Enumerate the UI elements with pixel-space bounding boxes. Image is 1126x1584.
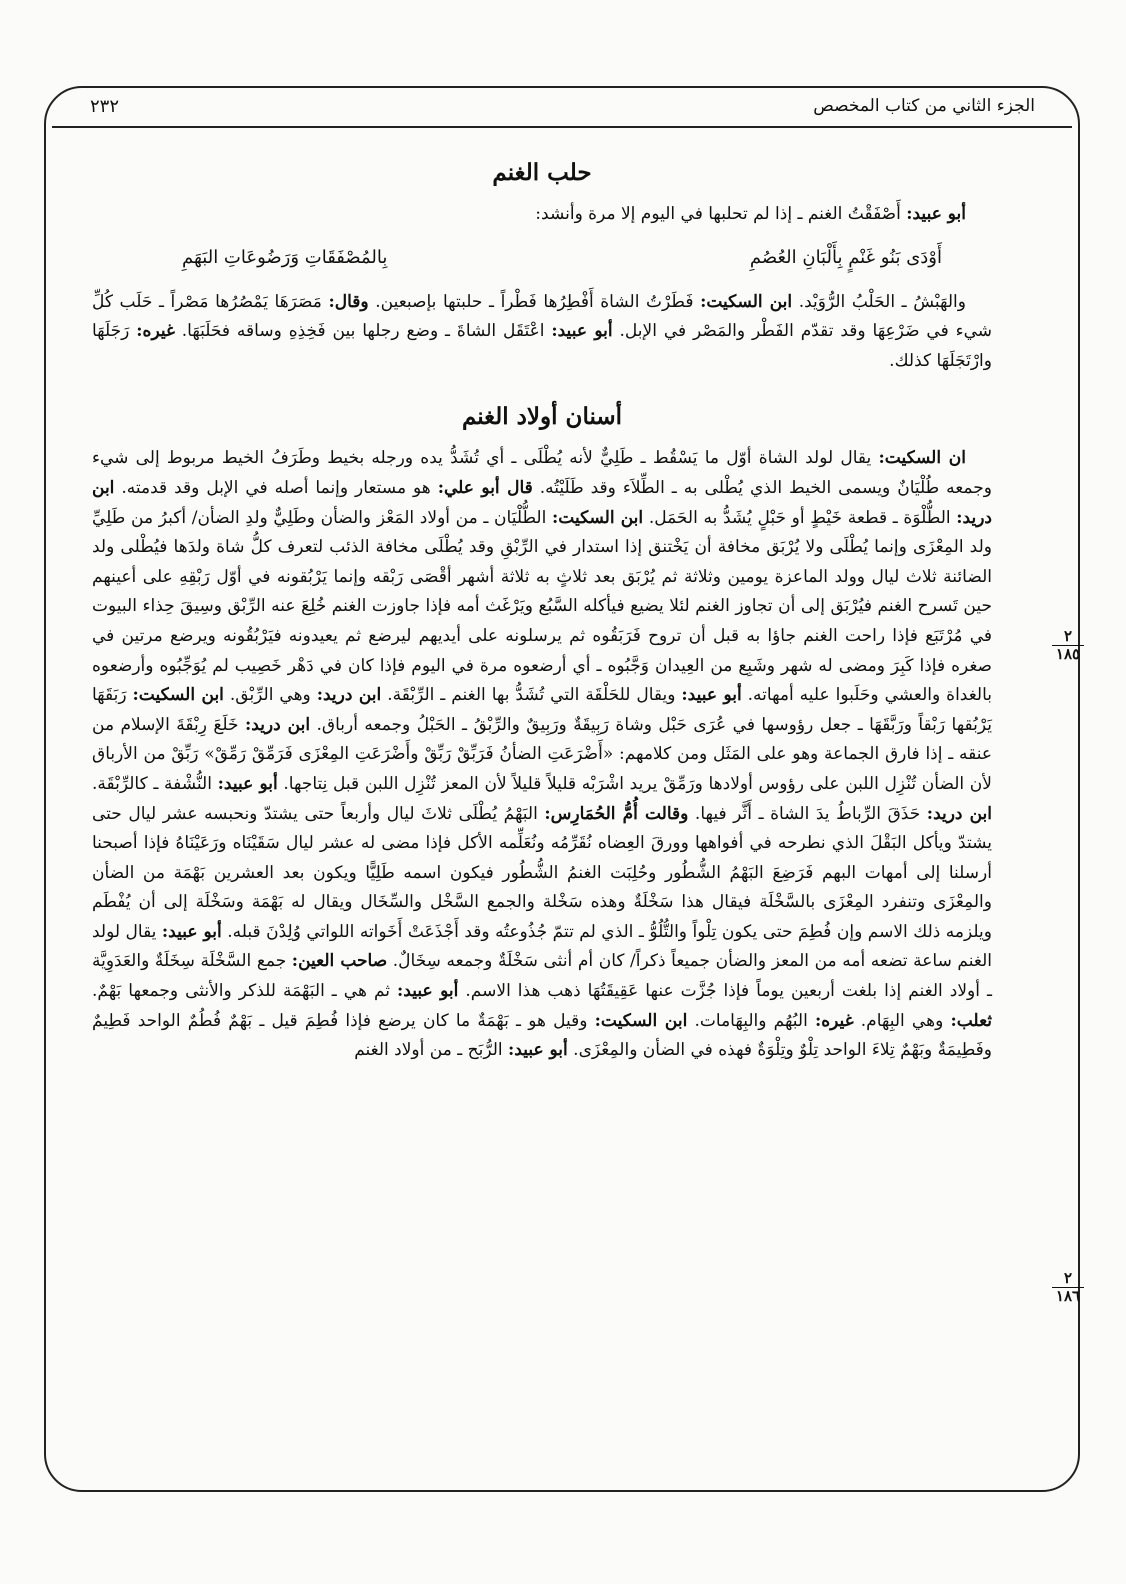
text: اعْتَقَل الشاةَ ـ وضع رجلها بين فَخِذِهِ وساقه فحَلَبَهَا. xyxy=(174,321,552,342)
citation: أبو عبيد: xyxy=(397,981,459,1002)
citation: ابن دريد: xyxy=(245,714,311,735)
verse-hemistich-left: بِالمُصْفَقَاتِ وَرَضُوعَاتِ البَهَمِ xyxy=(182,246,388,268)
text: البُهُم والبِهَامات. xyxy=(687,1010,815,1031)
text: فَطَرْتُ الشاة أَفْطِرُها فَطْراً ـ حلبتها بإصبعين. xyxy=(368,291,701,312)
citation: أبو عبيد: xyxy=(161,921,222,942)
page-number: ٢٣٢ xyxy=(90,96,120,117)
citation: ابن دريد: xyxy=(92,477,992,528)
citation: أبو عبيد: xyxy=(906,204,966,224)
margin-ref-volume: ٢ xyxy=(1052,628,1084,646)
verse-hemistich-right: أَوْدَى بَنُو غَنْمٍ بِأَلْبَانِ العُصُمِ xyxy=(749,246,942,268)
citation: قال أبو علي: xyxy=(437,477,533,498)
text: خَلَعَ رِبْقَةَ الإسلام من عنقه ـ إذا فارق الجماعة وهو على المَثَل ومن كلامهم: «أَضْرَعَتِ الضأنُ فَرَبِّقْ رَبِّقْ وأَضْرَعَتِ المِعْزَى فَرَمِّقْ رَمِّقْ» رَبِّقْ من الأرباق لأن الضأن تُنْزِل اللبن على رؤوس أولادها ورَمِّقْ يريد اشْرَبْه قليلاً قليلاً لأن المعز تُنْزِل اللبن قبل نِتاجها. xyxy=(92,714,992,794)
section-title-milking: حلب الغنم xyxy=(492,159,592,186)
citation: ان السكيت: xyxy=(878,448,966,469)
citation: ابن السكيت: xyxy=(594,1010,688,1031)
text: وقيل هو ـ بَهْمَةٌ ما كان يرضع فإذا فُطِمَ قيل ـ بَهْمٌ فُطُمٌ الواحد فَطِيمٌ وفَطِيمَةٌ وبَهْمٌ تِلاءَ الواحد تِلْوٌ وتِلْوَةٌ فهذه في الضأن والمِعْزَى. xyxy=(92,1010,992,1061)
citation: أبو عبيد: xyxy=(681,685,742,706)
text: وهي البِهَام. xyxy=(853,1010,951,1031)
citation: أبو عبيد: xyxy=(551,321,613,342)
margin-ref-page: ١٨٦ xyxy=(1055,1287,1081,1305)
paragraph xyxy=(92,200,992,230)
text: هو مستعار وإنما أصله في الإبل وقد قدمته. xyxy=(114,477,438,498)
text: يقال لولد الشاة أوّل ما يَسْقُط ـ طَلِيٌّ لأنه يُطْلَى ـ أي تُشَدُّ يده ورجله بخيط وطَرَفُ الخيط مربوط إلى شيء وجمعه طُلْيَانٌ ويسمى الخيط الذي يُطْلى به ـ الطِّلاَء وقد طَلَيْتُه. xyxy=(92,448,992,498)
text: الطُّلْيَان ـ من أولاد المَعْز والضأن وطَلِيٌّ ولدِ الضأن/ أكبرُ من طَلِيِّ ولد المِعْزَى وإنما يُطْلَى ولا يُرْبَق مخافة أن يَخْتنق إذا استدار في الرِّبْقِ وقد يُطْلَى مخافة الذئب لتعرف كلُّ شاة ولدَها فيُطْلى ولد الضائنة ثلاث ليال وولد الماعزة يومين وثلاثة ثم يُرْبَق بعد ثلاثٍ به ثلاثة أشهر أقْصَى رَبْقه وإنما يَرْبُقونه في أوّل رَبْقِهِ على أعينهم حين تَسرح الغنم فيُرْبَق إلى أن تجاوز الغنم لئلا يضيع فيأكله السَّبُع ويَرْغَث أمه فإذا جاوزت الغنم خُلِعَ عنه الرِّبْق وسِيقَ حِذاء البيوت في مُرْتَبَع فإذا راحت الغنم جاؤا به قبل أن تروح فَرَبَقُوه ثم يرسلونه على أيديهم ليرضع ثم يعيدونه فيَرْبُقُونه ويرضع مرتين في صغره فإذا كَبِرَ ومضى له شهر وشَبِع من العِيدان وَجَّبُوه ـ أي أرضعوه مرة في اليوم فإذا كان في دَهْر خَصِيب لم يُوَجِّبُوه وأرضعوه بالغداة والعشي وحَلَبوا عليه أمهاته. xyxy=(92,507,993,706)
paragraph xyxy=(92,444,992,1065)
citation: وقالت أُمُّ الحُمَارِس: xyxy=(544,803,689,824)
paragraph xyxy=(92,288,992,377)
page-content xyxy=(92,150,992,1066)
text: والهَبْشُ ـ الحَلْبُ الرُّوَيْد. xyxy=(792,291,966,312)
page-header xyxy=(90,96,1035,124)
citation: ابن السكيت: xyxy=(552,507,644,528)
citation: ابن دريد: xyxy=(316,685,382,706)
text: النُّشْفة ـ كالرِّبْقَة. xyxy=(92,773,218,794)
margin-ref-page: ١٨٥ xyxy=(1055,645,1081,663)
margin-reference xyxy=(1052,1270,1084,1305)
citation: ابن السكيت: xyxy=(700,291,793,312)
text: ثم هي ـ البَهْمَة للذكر والأنثى وجمعها بَهْمٌ. xyxy=(92,981,398,1002)
citation: ثعلب: xyxy=(950,1010,992,1031)
text: رَجَلَهَا وارْتَجَلَهَا كذلك. xyxy=(92,321,992,371)
text: مَصَرَهَا يَمْصُرُها مَصْراً ـ حَلَب كُلِّ شيء في ضَرْعِهَا وقد تقدّم الفَطْر والمَصْر في الإبل. xyxy=(92,291,992,342)
text: حَذَقَ الرِّباطُ يدَ الشاة ـ أَثَّر فيها. xyxy=(688,803,927,824)
citation: أبو عبيد: xyxy=(508,1040,568,1061)
section-title-ages: أسنان أولاد الغنم xyxy=(461,403,623,431)
text: جمع السَّخْلَة سِخَلَةٌ والعَدَوِيَّة ـ أولاد الغنم إذا بلغت أربعين يوماً فإذا جُزَّت عنها عَقِيقَتُهَا ذهب هذا الاسم. xyxy=(92,951,992,1002)
citation: صاحب العين: xyxy=(291,951,388,972)
text: رَبَقَهَا يَرْبُقها رَبْقاً ورَبَّقَهَا ـ جعل رؤوسها في عُرَى حَبْل وشاة رَبِيقَةٌ ورَبِيقٌ والرِّبْقُ ـ الحَبْلُ وجمعه أرباق. xyxy=(92,685,992,735)
citation: وقال: xyxy=(328,291,369,312)
header-rule xyxy=(52,126,1072,128)
running-title: الجزء الثاني من كتاب المخصص xyxy=(813,96,1035,116)
citation: ابن السكيت: xyxy=(132,685,224,706)
citation: ابن دريد: xyxy=(926,803,992,824)
margin-reference xyxy=(1052,628,1084,663)
text: يقال لولد الغنم ساعة تضعه أمه من المعز والضأن جميعاً ذكراً/ كان أم أنثى سَخْلَةٌ وجمعه سِخَالٌ. xyxy=(92,921,992,972)
citation: أبو عبيد: xyxy=(217,773,278,794)
text: ويقال للحَلْقَة التي تُشَدُّ بها الغنم ـ الرِّبْقَة. xyxy=(381,685,682,706)
text: أَصْفَقْتُ الغنم ـ إذا لم تحلبها في اليوم إلا مرة وأنشد: xyxy=(535,204,907,224)
text: وهي الرِّبْق. xyxy=(223,685,317,706)
poem-verse xyxy=(182,238,942,278)
margin-ref-volume: ٢ xyxy=(1052,1270,1084,1288)
citation: غيره: xyxy=(136,321,175,342)
text: الطُّلْوَة ـ قطعة خَيْطٍ أو حَبْلٍ يُشَدُّ به الحَمَل. xyxy=(643,507,957,528)
citation: غيره: xyxy=(815,1010,854,1031)
text: البَهْمُ يُطْلَى ثلاثَ ليال وأربعاً حتى يشتدّ ونحبسه عشر ليال حتى يشتدّ ويأكل البَقْلَ الذي نطرحه في أفواهها وورقَ العِضاه نُقَرِّمُه ونُعَلِّمه الأكل فإذا مضى له عشر ليال سَقَيْنَاه ورَعَيْنَاهُ فإذا أصبحنا أرسلنا إلى أمهات البهم فَرَضِعَ البَهْمُ الشُّطُور وحُلِبَت الغنمُ الشُّطُور فيكون اسمه طَلِيًّا ويكون بعد العشرين بَهْمَة من الضأن والمِعْزَى وتنفرد المِعْزَى بالسَّخْلَة فيقال هذا سَخْلَةٌ وهذه سَخْلة والجمع السَّخْل والسِّخَال ويقال له بَهْمَة وسَخْلَة إلى أن يُفْطَم ويلزمه ذلك الاسم وإن فُطِمَ حتى يكون تِلْواً والتُّلُوُّ ـ الذي لم تتمّ جُذُوعتُه وقد أَجْذَعَتْ أَخَواته اللواتي وُلِدْنَ قبله. xyxy=(92,803,992,942)
text: الرُّبَح ـ من أولاد الغنم xyxy=(354,1040,508,1061)
